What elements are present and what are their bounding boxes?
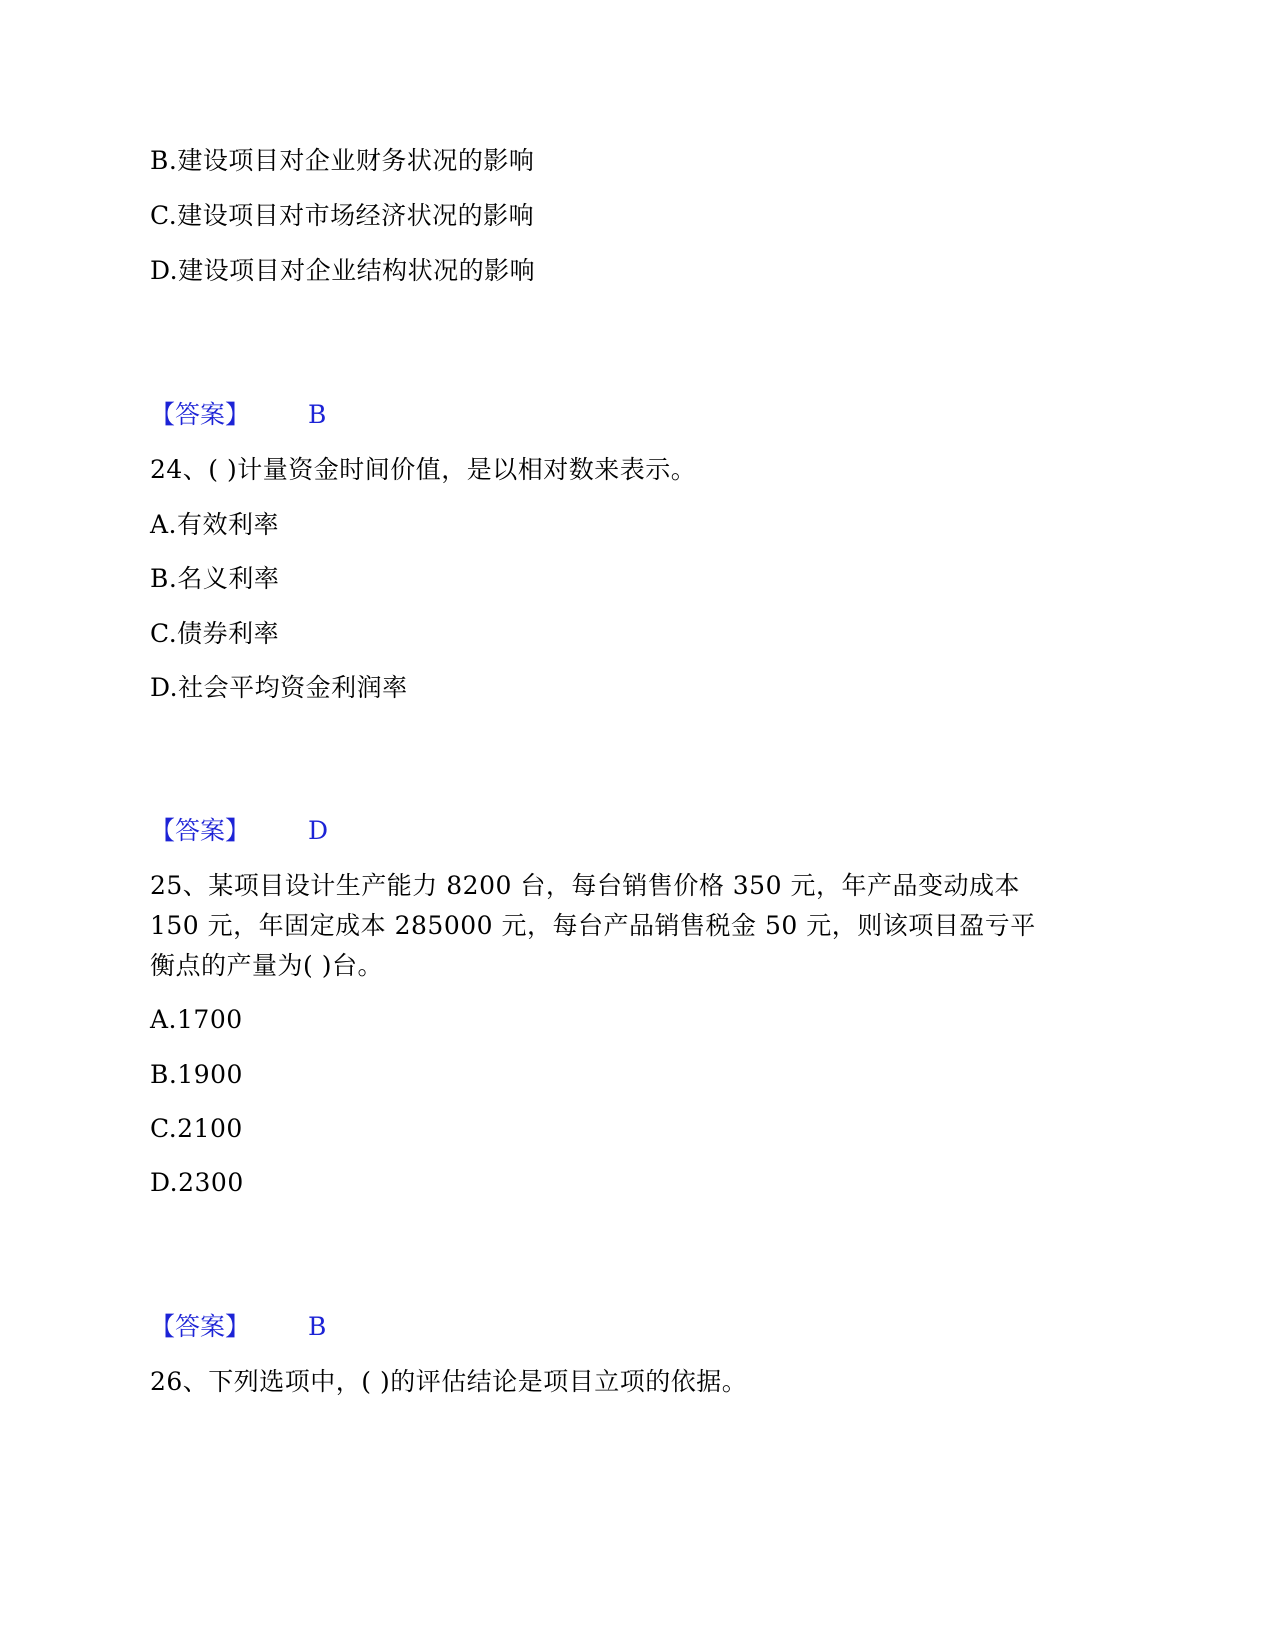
answer-value: B [308, 400, 327, 429]
q26-stem: 26、下列选项中，( )的评估结论是项目立项的依据。 [150, 1367, 748, 1396]
q23-answer [150, 400, 326, 430]
answer-tag: 【答案】 [150, 1312, 251, 1341]
q23-option-b: B.建设项目对企业财务状况的影响 [150, 146, 535, 175]
q25-stem-line-2: 150 元，年固定成本 285000 元，每台产品销售税金 50 元，则该项目盈亏平 [150, 911, 1036, 940]
q23-option-c: C.建设项目对市场经济状况的影响 [150, 201, 535, 230]
q25-option-d: D.2300 [150, 1168, 244, 1197]
q24-option-d: D.社会平均资金利润率 [150, 673, 408, 702]
answer-value: D [308, 816, 329, 845]
q24-option-a: A.有效利率 [150, 510, 280, 539]
q25-option-a: A.1700 [150, 1005, 243, 1034]
q25-option-b: B.1900 [150, 1060, 243, 1089]
q24-option-b: B.名义利率 [150, 564, 280, 593]
q25-option-c: C.2100 [150, 1114, 243, 1143]
answer-tag: 【答案】 [150, 816, 251, 845]
q25-stem-line-1: 25、某项目设计生产能力 8200 台，每台销售价格 350 元，年产品变动成本 [150, 871, 1020, 900]
q24-answer [150, 816, 328, 846]
answer-value: B [308, 1312, 327, 1341]
q24-stem: 24、( )计量资金时间价值，是以相对数来表示。 [150, 455, 697, 484]
q25-stem-line-3: 衡点的产量为( )台。 [150, 951, 383, 980]
answer-tag: 【答案】 [150, 400, 251, 429]
q23-option-d: D.建设项目对企业结构状况的影响 [150, 256, 536, 285]
q25-answer [150, 1312, 326, 1342]
q24-option-c: C.债券利率 [150, 619, 280, 648]
